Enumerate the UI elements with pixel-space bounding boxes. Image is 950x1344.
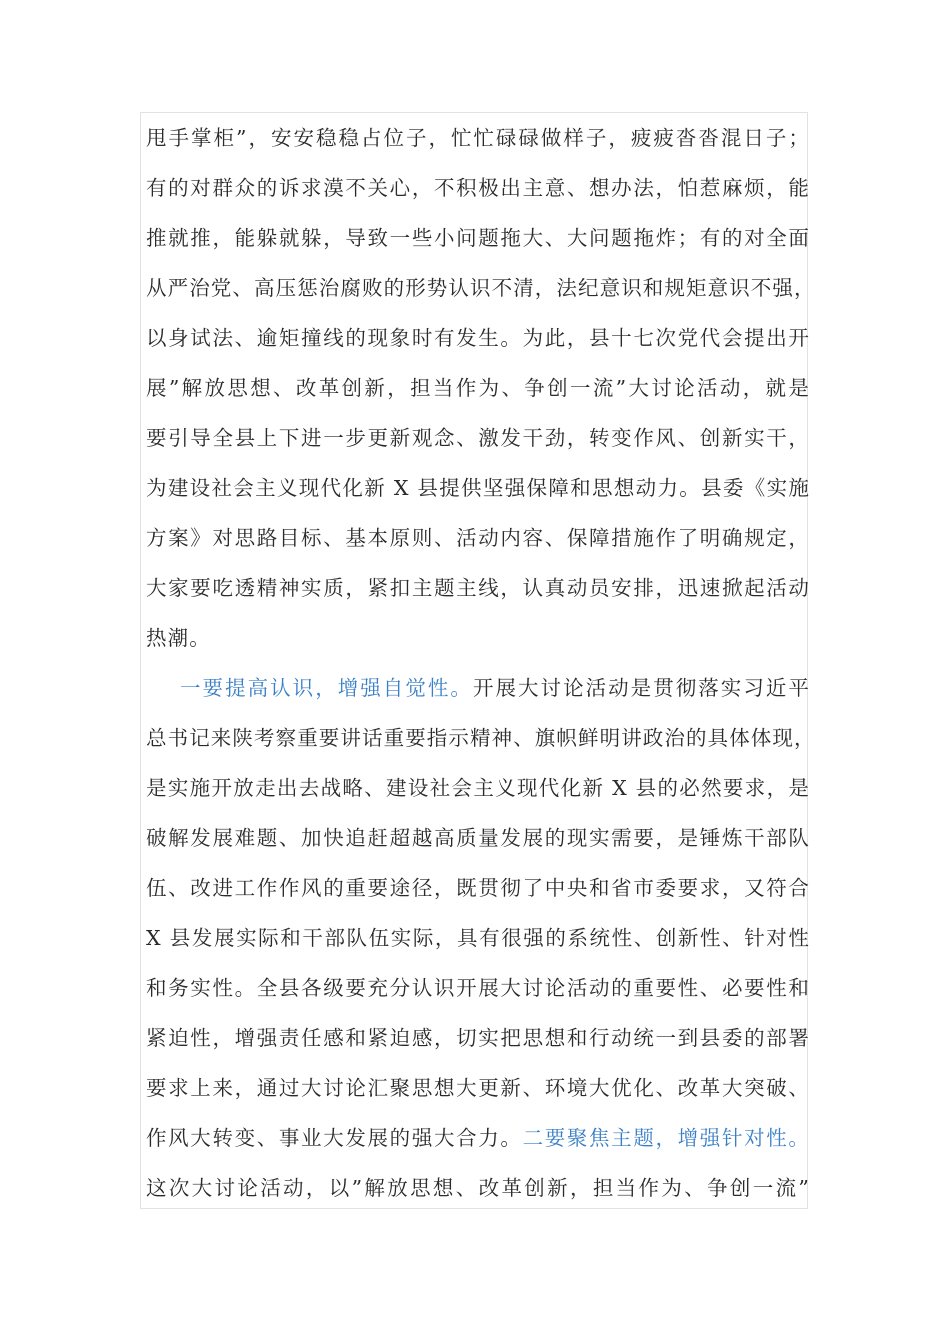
paragraph-start	[146, 663, 810, 713]
text-line: 这次大讨论活动，以”解放思想、改革创新，担当作为、争创一流”	[146, 1176, 810, 1200]
text-line: 以身试法、逾矩撞线的现象时有发生。为此，县十七次党代会提出开	[146, 326, 810, 350]
section-heading: 一要提高认识，增强自觉性。	[180, 676, 473, 700]
text-line: 展”解放思想、改革创新，担当作为、争创一流”大讨论活动，就是	[146, 376, 810, 400]
section-heading: 二要聚焦主题，增强针对性。	[522, 1126, 810, 1150]
text-line: 有的对群众的诉求漠不关心，不积极出主意、想办法，怕惹麻烦，能	[146, 176, 810, 200]
text-line: 方案》对思路目标、基本原则、活动内容、保障措施作了明确规定，	[146, 526, 810, 550]
document-body	[146, 113, 816, 1213]
text-line: 大家要吃透精神实质，紧扣主题主线，认真动员安排，迅速掀起活动	[146, 576, 810, 600]
text-run: 开展大讨论活动是贯彻落实习近平	[472, 676, 810, 700]
text-line: 紧迫性，增强责任感和紧迫感，切实把思想和行动统一到县委的部署	[146, 1026, 810, 1050]
text-line: 甩手掌柜”，安安稳稳占位子，忙忙碌碌做样子，疲疲沓沓混日子；	[146, 126, 810, 150]
text-line	[146, 1113, 810, 1163]
text-line: 要引导全县上下进一步更新观念、激发干劲，转变作风、创新实干，	[146, 426, 810, 450]
text-line: 伍、改进工作作风的重要途径，既贯彻了中央和省市委要求，又符合	[146, 876, 810, 900]
text-line: 为建设社会主义现代化新 X 县提供坚强保障和思想动力。县委《实施	[146, 476, 810, 500]
text-line: 热潮。	[146, 626, 211, 650]
text-line: X 县发展实际和干部队伍实际，具有很强的系统性、创新性、针对性	[146, 926, 810, 950]
text-run: 作风大转变、事业大发展的强大合力。	[146, 1126, 523, 1150]
text-line: 是实施开放走出去战略、建设社会主义现代化新 X 县的必然要求，是	[146, 776, 810, 800]
text-line: 破解发展难题、加快追赶超越高质量发展的现实需要，是锤炼干部队	[146, 826, 810, 850]
text-line: 要求上来，通过大讨论汇聚思想大更新、环境大优化、改革大突破、	[146, 1076, 810, 1100]
text-line: 总书记来陕考察重要讲话重要指示精神、旗帜鲜明讲政治的具体体现，	[146, 726, 816, 750]
text-line: 从严治党、高压惩治腐败的形势认识不清，法纪意识和规矩意识不强，	[146, 276, 816, 300]
text-line: 推就推，能躲就躲，导致一些小问题拖大、大问题拖炸；有的对全面	[146, 226, 810, 250]
text-line: 和务实性。全县各级要充分认识开展大讨论活动的重要性、必要性和	[146, 976, 810, 1000]
